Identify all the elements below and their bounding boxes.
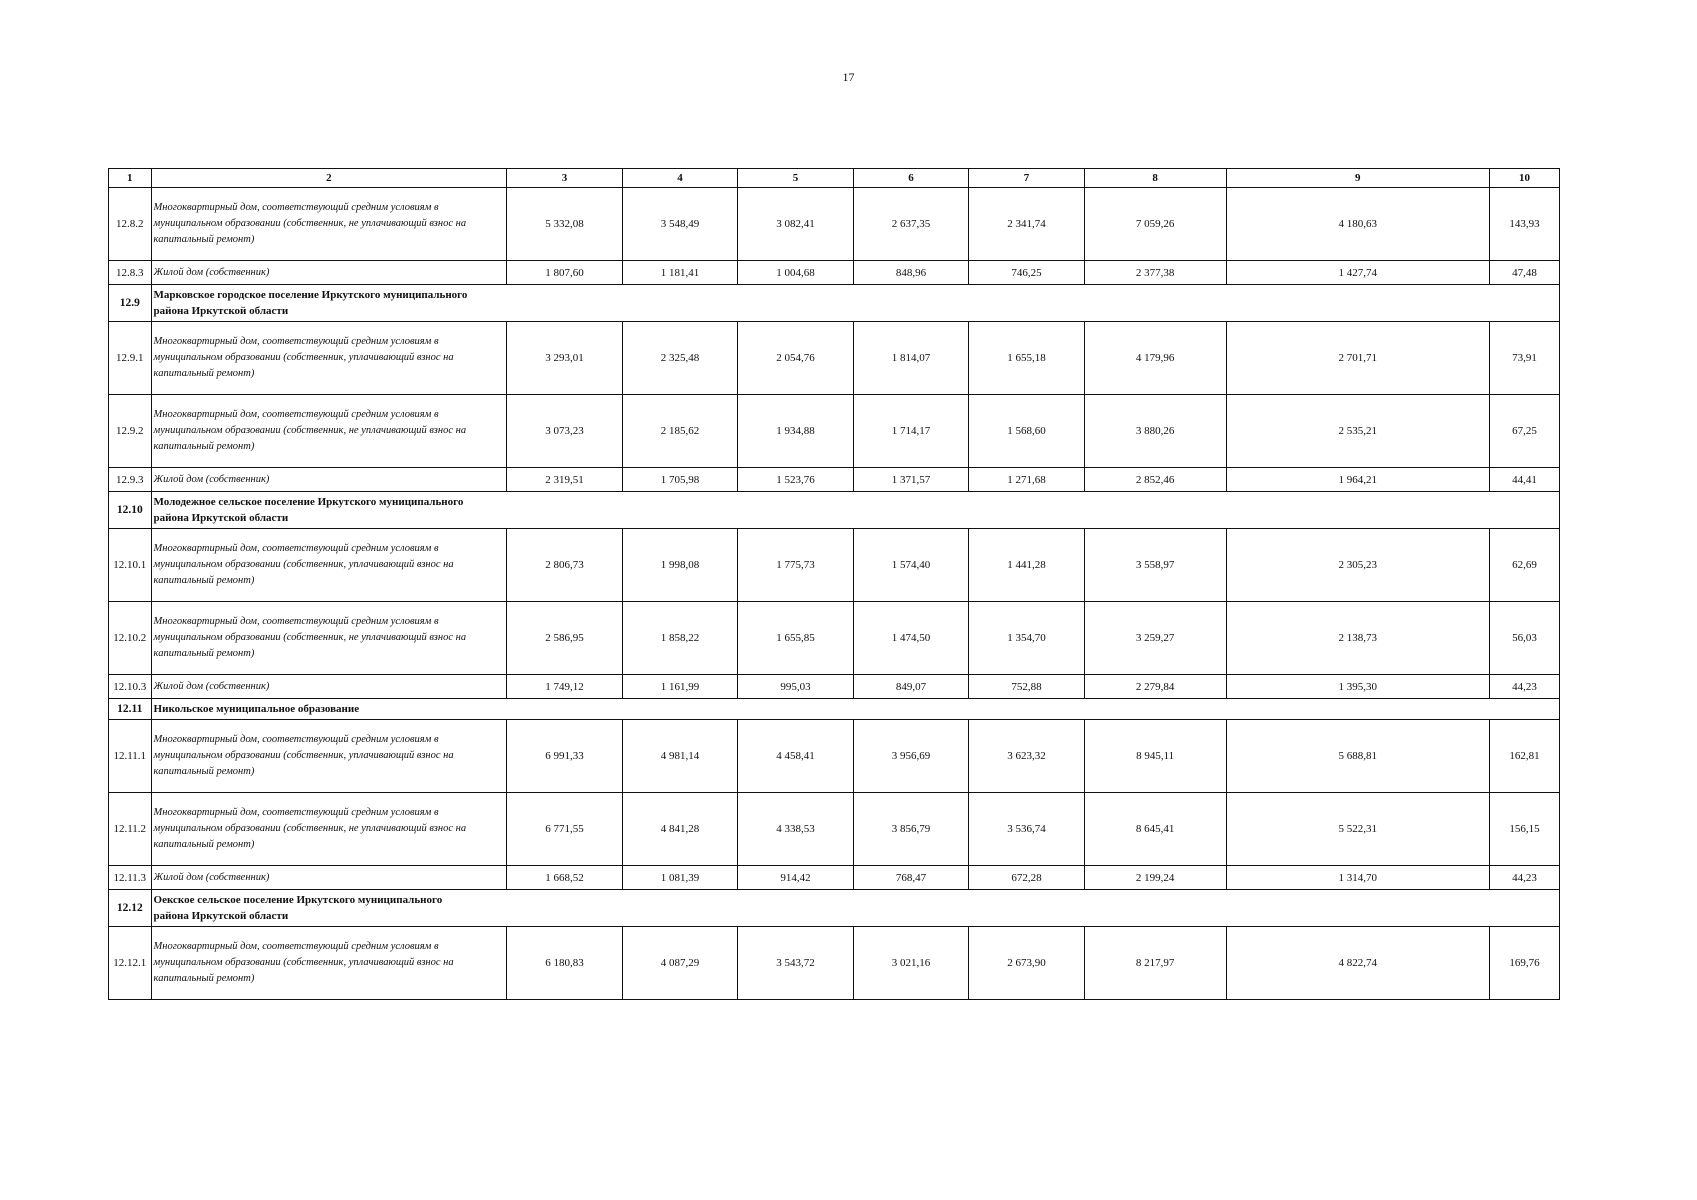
row-code: 12.9.2 — [109, 395, 152, 468]
value-col-7: 1 568,60 — [969, 395, 1085, 468]
value-col-9: 2 701,71 — [1226, 322, 1489, 395]
section-code: 12.10 — [109, 492, 152, 529]
value-col-8: 2 377,38 — [1084, 261, 1226, 285]
section-title — [151, 492, 1559, 529]
header-col-10: 10 — [1489, 169, 1559, 188]
value-col-6: 1 371,57 — [853, 468, 969, 492]
row-code: 12.12.1 — [109, 927, 152, 1000]
header-col-9: 9 — [1226, 169, 1489, 188]
row-description: Многоквартирный дом, соответствующий средним условиям в муниципальном образовании (собственник, не уплачивающий взнос на капитальный ремонт) — [151, 793, 507, 866]
section-row — [109, 492, 1560, 529]
value-col-5: 995,03 — [738, 675, 854, 699]
value-col-9: 5 688,81 — [1226, 720, 1489, 793]
row-description: Многоквартирный дом, соответствующий средним условиям в муниципальном образовании (собственник, уплачивающий взнос на капитальный ремонт) — [151, 927, 507, 1000]
row-description: Жилой дом (собственник) — [151, 675, 507, 699]
table-row — [109, 322, 1560, 395]
value-col-7: 1 271,68 — [969, 468, 1085, 492]
value-col-3: 2 586,95 — [507, 602, 623, 675]
value-col-3: 6 991,33 — [507, 720, 623, 793]
value-col-3: 1 807,60 — [507, 261, 623, 285]
value-col-10: 56,03 — [1489, 602, 1559, 675]
value-col-7: 3 623,32 — [969, 720, 1085, 793]
header-col-2: 2 — [151, 169, 507, 188]
section-code: 12.11 — [109, 699, 152, 720]
value-col-4: 4 841,28 — [622, 793, 738, 866]
value-col-8: 3 880,26 — [1084, 395, 1226, 468]
section-title — [151, 285, 1559, 322]
value-col-4: 1 161,99 — [622, 675, 738, 699]
value-col-8: 3 558,97 — [1084, 529, 1226, 602]
header-col-1: 1 — [109, 169, 152, 188]
value-col-6: 849,07 — [853, 675, 969, 699]
table-row — [109, 395, 1560, 468]
value-col-9: 4 180,63 — [1226, 188, 1489, 261]
value-col-5: 1 934,88 — [738, 395, 854, 468]
value-col-4: 4 087,29 — [622, 927, 738, 1000]
row-code: 12.10.2 — [109, 602, 152, 675]
table-row — [109, 188, 1560, 261]
header-col-7: 7 — [969, 169, 1085, 188]
value-col-3: 6 771,55 — [507, 793, 623, 866]
value-col-10: 47,48 — [1489, 261, 1559, 285]
row-description: Многоквартирный дом, соответствующий средним условиям в муниципальном образовании (собственник, уплачивающий взнос на капитальный ремонт) — [151, 529, 507, 602]
header-col-5: 5 — [738, 169, 854, 188]
tariff-table — [108, 168, 1560, 1000]
value-col-3: 1 749,12 — [507, 675, 623, 699]
value-col-8: 8 645,41 — [1084, 793, 1226, 866]
table-row — [109, 261, 1560, 285]
value-col-6: 3 021,16 — [853, 927, 969, 1000]
header-col-3: 3 — [507, 169, 623, 188]
section-row — [109, 699, 1560, 720]
value-col-9: 2 535,21 — [1226, 395, 1489, 468]
row-description: Многоквартирный дом, соответствующий средним условиям в муниципальном образовании (собственник, не уплачивающий взнос на капитальный ремонт) — [151, 395, 507, 468]
value-col-9: 4 822,74 — [1226, 927, 1489, 1000]
value-col-3: 5 332,08 — [507, 188, 623, 261]
row-description: Жилой дом (собственник) — [151, 261, 507, 285]
value-col-7: 746,25 — [969, 261, 1085, 285]
page-number: 17 — [842, 70, 855, 84]
value-col-3: 6 180,83 — [507, 927, 623, 1000]
value-col-7: 672,28 — [969, 866, 1085, 890]
value-col-5: 1 523,76 — [738, 468, 854, 492]
value-col-7: 2 673,90 — [969, 927, 1085, 1000]
value-col-6: 1 574,40 — [853, 529, 969, 602]
section-code: 12.9 — [109, 285, 152, 322]
value-col-4: 3 548,49 — [622, 188, 738, 261]
value-col-7: 1 441,28 — [969, 529, 1085, 602]
value-col-7: 1 655,18 — [969, 322, 1085, 395]
row-code: 12.9.1 — [109, 322, 152, 395]
value-col-8: 2 199,24 — [1084, 866, 1226, 890]
value-col-4: 1 998,08 — [622, 529, 738, 602]
value-col-6: 848,96 — [853, 261, 969, 285]
value-col-4: 2 185,62 — [622, 395, 738, 468]
row-code: 12.9.3 — [109, 468, 152, 492]
table-row — [109, 529, 1560, 602]
value-col-4: 1 081,39 — [622, 866, 738, 890]
value-col-8: 7 059,26 — [1084, 188, 1226, 261]
value-col-5: 914,42 — [738, 866, 854, 890]
row-description: Многоквартирный дом, соответствующий средним условиям в муниципальном образовании (собственник, уплачивающий взнос на капитальный ремонт) — [151, 720, 507, 793]
value-col-10: 44,23 — [1489, 866, 1559, 890]
value-col-10: 44,41 — [1489, 468, 1559, 492]
value-col-3: 2 319,51 — [507, 468, 623, 492]
value-col-10: 67,25 — [1489, 395, 1559, 468]
column-number-header — [109, 169, 1560, 188]
header-col-6: 6 — [853, 169, 969, 188]
value-col-3: 1 668,52 — [507, 866, 623, 890]
value-col-5: 1 775,73 — [738, 529, 854, 602]
row-description: Многоквартирный дом, соответствующий средним условиям в муниципальном образовании (собственник, не уплачивающий взнос на капитальный ремонт) — [151, 602, 507, 675]
value-col-8: 2 279,84 — [1084, 675, 1226, 699]
row-code: 12.11.1 — [109, 720, 152, 793]
table-row — [109, 602, 1560, 675]
value-col-3: 2 806,73 — [507, 529, 623, 602]
table-row — [109, 866, 1560, 890]
value-col-8: 2 852,46 — [1084, 468, 1226, 492]
value-col-4: 1 181,41 — [622, 261, 738, 285]
value-col-6: 1 474,50 — [853, 602, 969, 675]
value-col-7: 1 354,70 — [969, 602, 1085, 675]
value-col-9: 1 395,30 — [1226, 675, 1489, 699]
section-row — [109, 890, 1560, 927]
value-col-10: 73,91 — [1489, 322, 1559, 395]
value-col-9: 2 138,73 — [1226, 602, 1489, 675]
row-code: 12.10.3 — [109, 675, 152, 699]
value-col-6: 1 814,07 — [853, 322, 969, 395]
value-col-5: 4 458,41 — [738, 720, 854, 793]
value-col-8: 8 945,11 — [1084, 720, 1226, 793]
value-col-6: 768,47 — [853, 866, 969, 890]
table-body — [109, 169, 1560, 1000]
row-code: 12.8.2 — [109, 188, 152, 261]
value-col-9: 2 305,23 — [1226, 529, 1489, 602]
value-col-3: 3 293,01 — [507, 322, 623, 395]
value-col-9: 1 314,70 — [1226, 866, 1489, 890]
value-col-10: 156,15 — [1489, 793, 1559, 866]
section-title-text: Молодежное сельское поселение Иркутского муниципального района Иркутской области — [153, 496, 464, 524]
value-col-6: 2 637,35 — [853, 188, 969, 261]
value-col-6: 1 714,17 — [853, 395, 969, 468]
value-col-7: 752,88 — [969, 675, 1085, 699]
value-col-10: 143,93 — [1489, 188, 1559, 261]
value-col-10: 169,76 — [1489, 927, 1559, 1000]
value-col-5: 3 082,41 — [738, 188, 854, 261]
section-row — [109, 285, 1560, 322]
row-description: Жилой дом (собственник) — [151, 866, 507, 890]
table-row — [109, 720, 1560, 793]
value-col-4: 1 858,22 — [622, 602, 738, 675]
row-code: 12.8.3 — [109, 261, 152, 285]
section-title — [151, 699, 1559, 720]
table-row — [109, 675, 1560, 699]
row-description: Многоквартирный дом, соответствующий средним условиям в муниципальном образовании (собственник, не уплачивающий взнос на капитальный ремонт) — [151, 188, 507, 261]
value-col-5: 1 004,68 — [738, 261, 854, 285]
row-code: 12.11.2 — [109, 793, 152, 866]
row-description: Жилой дом (собственник) — [151, 468, 507, 492]
value-col-10: 162,81 — [1489, 720, 1559, 793]
value-col-4: 1 705,98 — [622, 468, 738, 492]
value-col-5: 3 543,72 — [738, 927, 854, 1000]
header-col-8: 8 — [1084, 169, 1226, 188]
value-col-4: 4 981,14 — [622, 720, 738, 793]
value-col-7: 2 341,74 — [969, 188, 1085, 261]
section-title-text: Марковское городское поселение Иркутского муниципального района Иркутской области — [153, 289, 468, 317]
value-col-3: 3 073,23 — [507, 395, 623, 468]
value-col-10: 62,69 — [1489, 529, 1559, 602]
value-col-8: 4 179,96 — [1084, 322, 1226, 395]
value-col-9: 1 964,21 — [1226, 468, 1489, 492]
value-col-8: 3 259,27 — [1084, 602, 1226, 675]
header-col-4: 4 — [622, 169, 738, 188]
section-title — [151, 890, 1559, 927]
value-col-5: 1 655,85 — [738, 602, 854, 675]
section-code: 12.12 — [109, 890, 152, 927]
value-col-6: 3 956,69 — [853, 720, 969, 793]
section-title-text: Никольское муниципальное образование — [153, 703, 360, 715]
value-col-9: 5 522,31 — [1226, 793, 1489, 866]
row-code: 12.10.1 — [109, 529, 152, 602]
value-col-8: 8 217,97 — [1084, 927, 1226, 1000]
row-description: Многоквартирный дом, соответствующий средним условиям в муниципальном образовании (собственник, уплачивающий взнос на капитальный ремонт) — [151, 322, 507, 395]
table-row — [109, 793, 1560, 866]
value-col-4: 2 325,48 — [622, 322, 738, 395]
value-col-10: 44,23 — [1489, 675, 1559, 699]
row-code: 12.11.3 — [109, 866, 152, 890]
table-row — [109, 468, 1560, 492]
value-col-7: 3 536,74 — [969, 793, 1085, 866]
value-col-5: 4 338,53 — [738, 793, 854, 866]
section-title-text: Оекское сельское поселение Иркутского муниципального района Иркутской области — [153, 894, 443, 922]
value-col-5: 2 054,76 — [738, 322, 854, 395]
value-col-9: 1 427,74 — [1226, 261, 1489, 285]
value-col-6: 3 856,79 — [853, 793, 969, 866]
table-row — [109, 927, 1560, 1000]
